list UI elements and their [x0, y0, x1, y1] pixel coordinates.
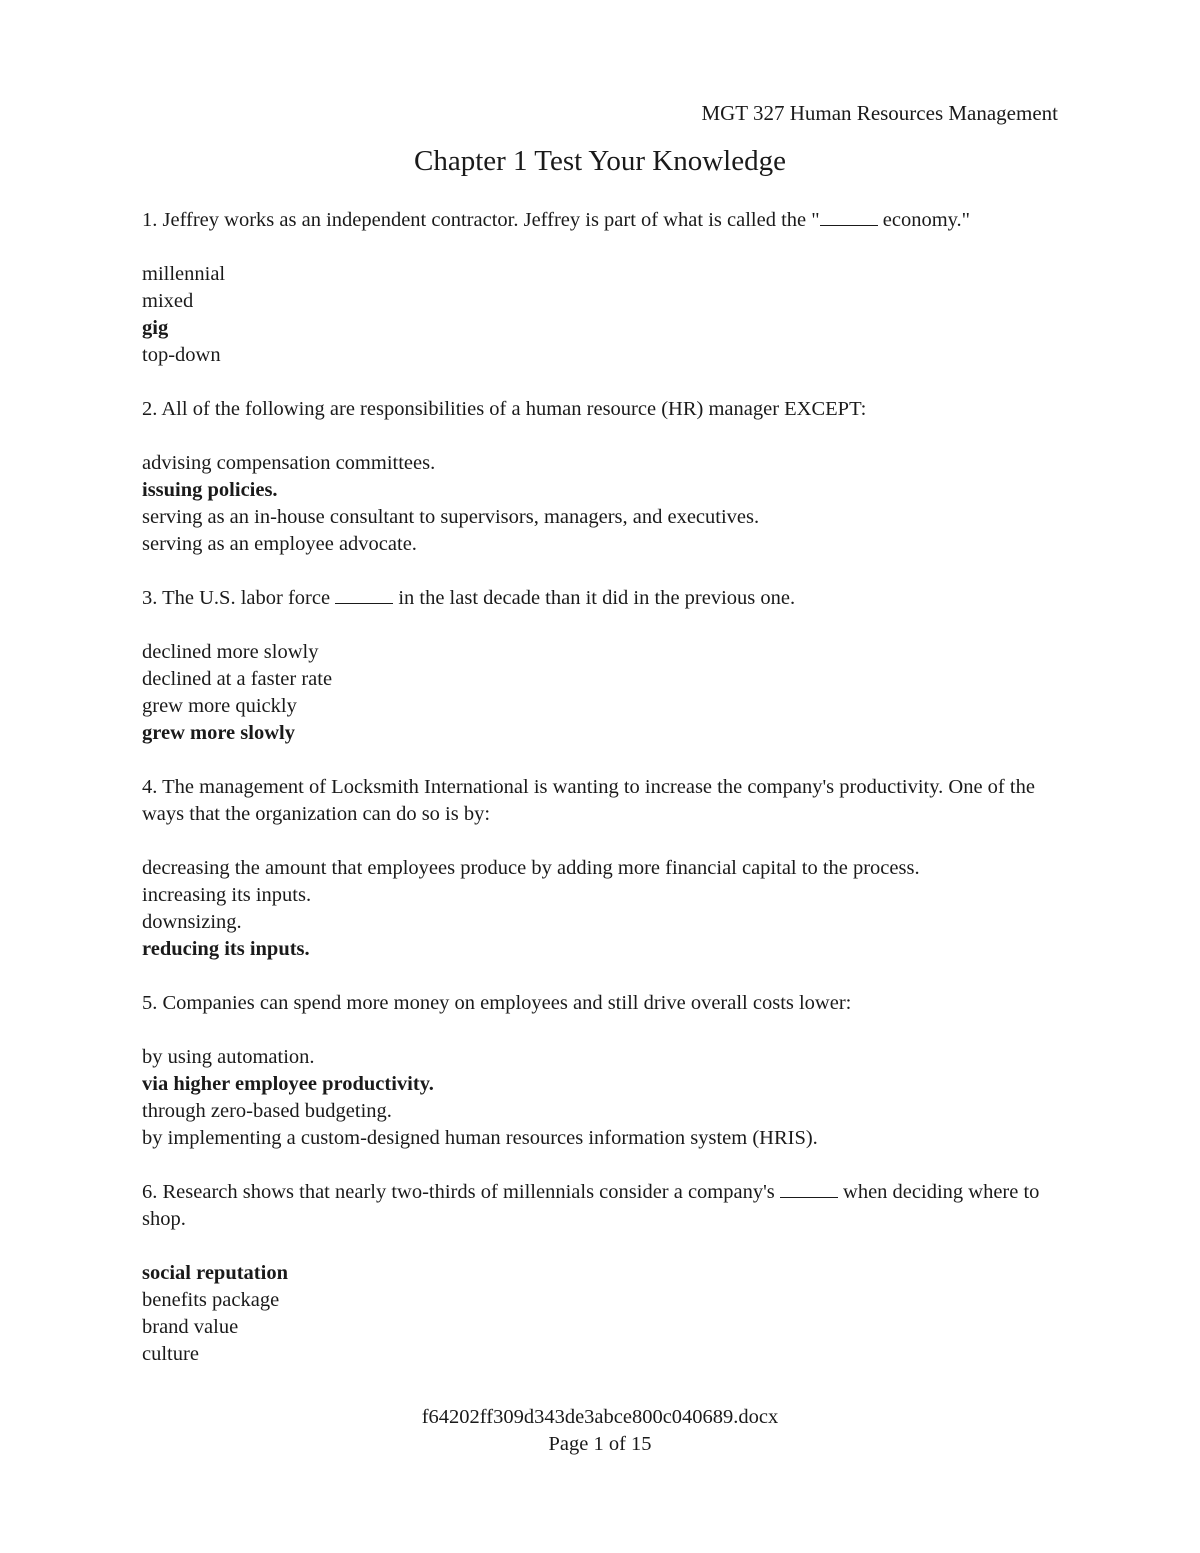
page-title: Chapter 1 Test Your Knowledge: [414, 145, 786, 177]
option: benefits package: [142, 1289, 280, 1311]
question-5: 5. Companies can spend more money on employees and still drive overall costs lower:: [142, 992, 852, 1014]
option: serving as an employee advocate.: [142, 533, 417, 555]
question-1-text-before: 1. Jeffrey works as an independent contractor. Jeffrey is part of what is called the ": [142, 209, 820, 231]
answer-blank: [335, 586, 393, 604]
question-6-text-before: 6. Research shows that nearly two-thirds of millennials consider a company's: [142, 1181, 780, 1203]
option: advising compensation committees.: [142, 452, 436, 474]
option: serving as an in-house consultant to supervisors, managers, and executives.: [142, 506, 760, 528]
option: by using automation.: [142, 1046, 315, 1068]
option: increasing its inputs.: [142, 884, 312, 906]
question-1-options: [142, 261, 1062, 369]
correct-option: reducing its inputs.: [142, 938, 310, 960]
option: mixed: [142, 290, 194, 312]
option: top-down: [142, 344, 221, 366]
option: by implementing a custom-designed human resources information system (HRIS).: [142, 1127, 818, 1149]
correct-option: grew more slowly: [142, 722, 295, 744]
question-3-text-before: 3. The U.S. labor force: [142, 587, 336, 609]
option: grew more quickly: [142, 695, 297, 717]
question-4: 4. The management of Locksmith International is wanting to increase the company's productivity. One of the ways that the organization can do so is by:: [142, 776, 1035, 825]
option: brand value: [142, 1316, 239, 1338]
question-6-options: [142, 1260, 1062, 1368]
question-2: 2. All of the following are responsibilities of a human resource (HR) manager EXCEPT:: [142, 398, 867, 420]
option: declined more slowly: [142, 641, 319, 663]
answer-blank: [820, 208, 878, 226]
question-1: [142, 207, 1062, 234]
page-number: Page 1 of 15: [548, 1433, 652, 1455]
option: through zero-based budgeting.: [142, 1100, 392, 1122]
correct-option: social reputation: [142, 1262, 288, 1284]
footer-filename: f64202ff309d343de3abce800c040689.docx: [421, 1406, 779, 1428]
question-list: [142, 207, 1062, 1395]
question-6-text-after: when deciding where to shop.: [142, 1181, 1040, 1230]
question-3-text-after: in the last decade than it did in the previous one.: [393, 587, 796, 609]
answer-blank: [780, 1180, 838, 1198]
page-footer: [0, 1404, 1200, 1458]
option: culture: [142, 1343, 199, 1365]
question-3: [142, 585, 1062, 612]
correct-option: gig: [142, 317, 169, 339]
question-2-options: [142, 450, 1062, 558]
question-4-options: [142, 855, 1062, 963]
option: downsizing.: [142, 911, 242, 933]
question-1-text-after: economy.": [877, 209, 971, 231]
question-6: [142, 1179, 1062, 1233]
option: declined at a faster rate: [142, 668, 333, 690]
question-3-options: [142, 639, 1062, 747]
correct-option: via higher employee productivity.: [142, 1073, 434, 1095]
option: decreasing the amount that employees produce by adding more financial capital to the process.: [142, 857, 920, 879]
course-header: MGT 327 Human Resources Management: [701, 101, 1058, 125]
option: millennial: [142, 263, 226, 285]
correct-option: issuing policies.: [142, 479, 278, 501]
question-5-options: [142, 1044, 1062, 1152]
